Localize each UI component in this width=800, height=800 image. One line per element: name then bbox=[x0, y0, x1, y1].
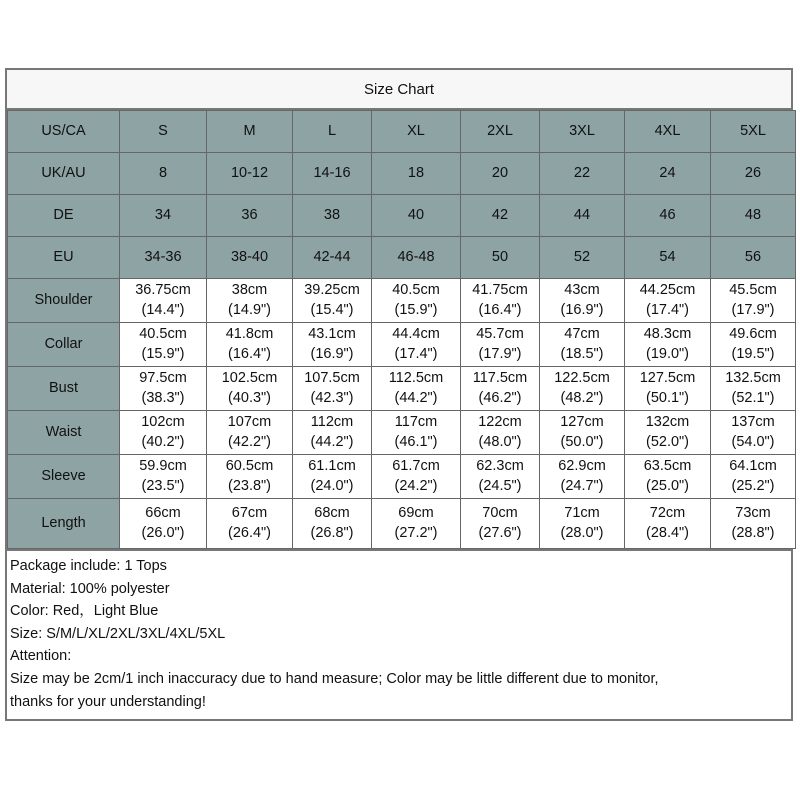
inch-value: (26.0") bbox=[141, 524, 185, 541]
chart-title: Size Chart bbox=[7, 70, 791, 110]
cm-value: 49.6cm bbox=[729, 325, 777, 342]
measurement-cell bbox=[461, 367, 540, 411]
inch-value: (44.2") bbox=[310, 433, 354, 450]
measurement-cell bbox=[293, 279, 372, 323]
measurement-cell bbox=[372, 499, 461, 549]
size-row-eu bbox=[8, 237, 796, 279]
inch-value: (42.2") bbox=[227, 433, 272, 450]
measurement-cell bbox=[540, 455, 625, 499]
measurement-cell bbox=[372, 367, 461, 411]
measurement-cell bbox=[207, 367, 293, 411]
note-line: Package include: 1 Tops bbox=[10, 558, 167, 574]
size-cell: 18 bbox=[372, 153, 461, 195]
measurement-cell bbox=[293, 499, 372, 549]
size-cell: M bbox=[207, 111, 293, 153]
inch-value: (14.4") bbox=[141, 301, 185, 318]
size-row-us-ca bbox=[8, 111, 796, 153]
cm-value: 48.3cm bbox=[643, 325, 692, 342]
inch-value: (48.2") bbox=[560, 389, 604, 406]
cm-value: 44.25cm bbox=[639, 281, 696, 298]
cm-value: 41.8cm bbox=[225, 325, 274, 342]
measurement-cell bbox=[711, 455, 796, 499]
inch-value: (19.0") bbox=[645, 345, 690, 362]
note-line: thanks for your understanding! bbox=[10, 693, 206, 710]
inch-value: (23.8") bbox=[227, 477, 272, 494]
size-cell: L bbox=[293, 111, 372, 153]
size-cell: 38-40 bbox=[207, 237, 293, 279]
cm-value: 69cm bbox=[398, 504, 434, 521]
cm-value: 117cm bbox=[394, 413, 438, 430]
measurement-row-bust bbox=[8, 367, 796, 411]
note-line: Material: 100% polyester bbox=[10, 580, 170, 597]
inch-value: (18.5") bbox=[560, 345, 604, 362]
measurement-cell bbox=[625, 455, 711, 499]
inch-value: (46.2") bbox=[478, 389, 522, 406]
measurement-cell bbox=[625, 411, 711, 455]
inch-value: (14.9") bbox=[227, 301, 272, 318]
size-cell: 4XL bbox=[625, 111, 711, 153]
cm-value: 60.5cm bbox=[225, 457, 274, 474]
cm-value: 62.3cm bbox=[476, 457, 524, 474]
measurement-cell bbox=[625, 323, 711, 367]
measurement-cell bbox=[372, 323, 461, 367]
measurement-cell bbox=[207, 411, 293, 455]
cm-value: 61.7cm bbox=[392, 457, 440, 474]
cm-value: 122.5cm bbox=[554, 369, 610, 386]
measurement-row-collar bbox=[8, 323, 796, 367]
cm-value: 71cm bbox=[564, 504, 600, 521]
measurement-cell bbox=[120, 455, 207, 499]
note-line: Size may be 2cm/1 inch inaccuracy due to hand measure; Color may be little different due to monitor, bbox=[10, 670, 659, 687]
inch-value: (24.7") bbox=[560, 477, 604, 494]
measurement-cell bbox=[461, 455, 540, 499]
measurement-row-waist bbox=[8, 411, 796, 455]
measurement-row-length bbox=[8, 499, 796, 549]
measurement-cell bbox=[625, 279, 711, 323]
cm-value: 132.5cm bbox=[725, 369, 781, 386]
note-line: Size: S/M/L/XL/2XL/3XL/4XL/5XL bbox=[10, 625, 226, 642]
inch-value: (38.3") bbox=[141, 389, 185, 406]
inch-value: (17.9") bbox=[478, 345, 522, 362]
cm-value: 36.75cm bbox=[135, 281, 191, 298]
row-label: EU bbox=[8, 237, 120, 279]
inch-value: (46.1") bbox=[394, 433, 438, 450]
cm-value: 38cm bbox=[231, 281, 268, 298]
cm-value: 97.5cm bbox=[139, 369, 187, 386]
measurement-cell bbox=[540, 411, 625, 455]
inch-value: (52.1") bbox=[731, 389, 775, 406]
inch-value: (17.4") bbox=[645, 301, 690, 318]
row-label: UK/AU bbox=[8, 153, 120, 195]
row-label: DE bbox=[8, 195, 120, 237]
measurement-cell bbox=[293, 411, 372, 455]
cm-value: 73cm bbox=[735, 504, 771, 521]
inch-value: (16.4") bbox=[227, 345, 272, 362]
inch-value: (26.4") bbox=[227, 524, 272, 541]
inch-value: (16.4") bbox=[478, 301, 522, 318]
measurement-cell bbox=[120, 499, 207, 549]
inch-value: (40.3") bbox=[227, 389, 272, 406]
size-cell: 46-48 bbox=[372, 237, 461, 279]
inch-value: (16.9") bbox=[310, 345, 354, 362]
cm-value: 40.5cm bbox=[139, 325, 187, 342]
inch-value: (50.1") bbox=[645, 389, 690, 406]
cm-value: 67cm bbox=[231, 504, 268, 521]
cm-value: 107.5cm bbox=[304, 369, 360, 386]
measurement-cell bbox=[207, 279, 293, 323]
cm-value: 112cm bbox=[310, 413, 354, 430]
measurement-cell bbox=[293, 455, 372, 499]
measurement-cell bbox=[120, 279, 207, 323]
inch-value: (28.8") bbox=[731, 524, 775, 541]
size-cell: 42-44 bbox=[293, 237, 372, 279]
note-line: Color: Red，Light Blue bbox=[10, 603, 159, 620]
cm-value: 64.1cm bbox=[729, 457, 777, 474]
measurement-cell bbox=[711, 411, 796, 455]
inch-value: (17.4") bbox=[394, 345, 438, 362]
size-cell: 54 bbox=[625, 237, 711, 279]
cm-value: 62.9cm bbox=[558, 457, 606, 474]
row-label: Sleeve bbox=[8, 455, 120, 499]
inch-value: (19.5") bbox=[731, 345, 775, 362]
size-cell: 40 bbox=[372, 195, 461, 237]
inch-value: (15.9") bbox=[394, 301, 438, 318]
inch-value: (42.3") bbox=[310, 389, 354, 406]
inch-value: (15.4") bbox=[310, 301, 354, 318]
size-cell: 5XL bbox=[711, 111, 796, 153]
size-cell: 46 bbox=[625, 195, 711, 237]
inch-value: (24.2") bbox=[394, 477, 438, 494]
measurement-cell bbox=[711, 279, 796, 323]
cm-value: 132cm bbox=[645, 413, 690, 430]
size-cell: 34 bbox=[120, 195, 207, 237]
row-label: Waist bbox=[8, 411, 120, 455]
cm-value: 43cm bbox=[564, 281, 600, 298]
size-cell: 24 bbox=[625, 153, 711, 195]
inch-value: (24.5") bbox=[478, 477, 522, 494]
size-cell: 3XL bbox=[540, 111, 625, 153]
measurement-cell bbox=[711, 323, 796, 367]
size-cell: 48 bbox=[711, 195, 796, 237]
inch-value: (52.0") bbox=[645, 433, 690, 450]
cm-value: 102.5cm bbox=[221, 369, 278, 386]
size-cell: 50 bbox=[461, 237, 540, 279]
size-cell: 2XL bbox=[461, 111, 540, 153]
size-chart bbox=[5, 68, 793, 721]
note-line: Attention: bbox=[10, 648, 72, 665]
inch-value: (48.0") bbox=[478, 433, 522, 450]
size-cell: 34-36 bbox=[120, 237, 207, 279]
inch-value: (27.6") bbox=[478, 524, 522, 541]
measurement-cell bbox=[207, 323, 293, 367]
inch-value: (28.0") bbox=[560, 524, 604, 541]
measurement-row-sleeve bbox=[8, 455, 796, 499]
size-row-uk-au bbox=[8, 153, 796, 195]
measurement-cell bbox=[711, 499, 796, 549]
cm-value: 137cm bbox=[731, 413, 775, 430]
measurement-cell bbox=[120, 367, 207, 411]
inch-value: (44.2") bbox=[394, 389, 438, 406]
inch-value: (23.5") bbox=[141, 477, 185, 494]
inch-value: (25.2") bbox=[731, 477, 775, 494]
size-cell: 36 bbox=[207, 195, 293, 237]
inch-value: (54.0") bbox=[731, 433, 775, 450]
inch-value: (15.9") bbox=[141, 345, 185, 362]
measurement-cell bbox=[540, 499, 625, 549]
inch-value: (17.9") bbox=[731, 301, 775, 318]
measurement-cell bbox=[711, 367, 796, 411]
inch-value: (25.0") bbox=[645, 477, 690, 494]
cm-value: 117.5cm bbox=[472, 369, 528, 386]
measurement-row-shoulder bbox=[8, 279, 796, 323]
size-cell: 20 bbox=[461, 153, 540, 195]
product-notes bbox=[7, 549, 791, 719]
size-table bbox=[7, 110, 796, 549]
cm-value: 122cm bbox=[478, 413, 522, 430]
cm-value: 63.5cm bbox=[643, 457, 692, 474]
cm-value: 107cm bbox=[227, 413, 272, 430]
cm-value: 102cm bbox=[141, 413, 185, 430]
row-label: Collar bbox=[8, 323, 120, 367]
cm-value: 47cm bbox=[564, 325, 600, 342]
inch-value: (50.0") bbox=[560, 433, 604, 450]
inch-value: (40.2") bbox=[141, 433, 185, 450]
inch-value: (26.8") bbox=[310, 524, 354, 541]
cm-value: 43.1cm bbox=[308, 325, 356, 342]
measurement-cell bbox=[540, 367, 625, 411]
size-cell: 26 bbox=[711, 153, 796, 195]
cm-value: 59.9cm bbox=[139, 457, 187, 474]
row-label: Length bbox=[8, 499, 120, 549]
measurement-cell bbox=[207, 499, 293, 549]
measurement-cell bbox=[625, 499, 711, 549]
row-label: Shoulder bbox=[8, 279, 120, 323]
cm-value: 44.4cm bbox=[392, 325, 440, 342]
measurement-cell bbox=[372, 455, 461, 499]
measurement-cell bbox=[293, 323, 372, 367]
size-cell: XL bbox=[372, 111, 461, 153]
measurement-cell bbox=[120, 323, 207, 367]
cm-value: 112.5cm bbox=[388, 369, 444, 386]
size-cell: 14-16 bbox=[293, 153, 372, 195]
measurement-cell bbox=[207, 455, 293, 499]
cm-value: 45.5cm bbox=[729, 281, 777, 298]
measurement-cell bbox=[293, 367, 372, 411]
cm-value: 127cm bbox=[560, 413, 604, 430]
measurement-cell bbox=[625, 367, 711, 411]
cm-value: 72cm bbox=[649, 504, 686, 521]
size-cell: 42 bbox=[461, 195, 540, 237]
measurement-cell bbox=[372, 279, 461, 323]
size-cell: 10-12 bbox=[207, 153, 293, 195]
measurement-cell bbox=[540, 279, 625, 323]
cm-value: 66cm bbox=[145, 504, 181, 521]
size-cell: 56 bbox=[711, 237, 796, 279]
size-row-de bbox=[8, 195, 796, 237]
measurement-cell bbox=[461, 499, 540, 549]
cm-value: 40.5cm bbox=[392, 281, 440, 298]
inch-value: (16.9") bbox=[560, 301, 604, 318]
row-label: US/CA bbox=[8, 111, 120, 153]
cm-value: 127.5cm bbox=[639, 369, 696, 386]
measurement-cell bbox=[461, 279, 540, 323]
measurement-cell bbox=[461, 323, 540, 367]
measurement-cell bbox=[120, 411, 207, 455]
cm-value: 39.25cm bbox=[304, 281, 360, 298]
measurement-cell bbox=[540, 323, 625, 367]
cm-value: 41.75cm bbox=[472, 281, 528, 298]
inch-value: (27.2") bbox=[394, 524, 438, 541]
size-cell: 52 bbox=[540, 237, 625, 279]
measurement-cell bbox=[372, 411, 461, 455]
size-cell: 38 bbox=[293, 195, 372, 237]
cm-value: 70cm bbox=[482, 504, 518, 521]
size-cell: 22 bbox=[540, 153, 625, 195]
row-label: Bust bbox=[8, 367, 120, 411]
size-cell: S bbox=[120, 111, 207, 153]
inch-value: (24.0") bbox=[310, 477, 354, 494]
cm-value: 68cm bbox=[314, 504, 350, 521]
cm-value: 61.1cm bbox=[308, 457, 356, 474]
size-cell: 44 bbox=[540, 195, 625, 237]
cm-value: 45.7cm bbox=[476, 325, 524, 342]
size-cell: 8 bbox=[120, 153, 207, 195]
measurement-cell bbox=[461, 411, 540, 455]
inch-value: (28.4") bbox=[645, 524, 690, 541]
